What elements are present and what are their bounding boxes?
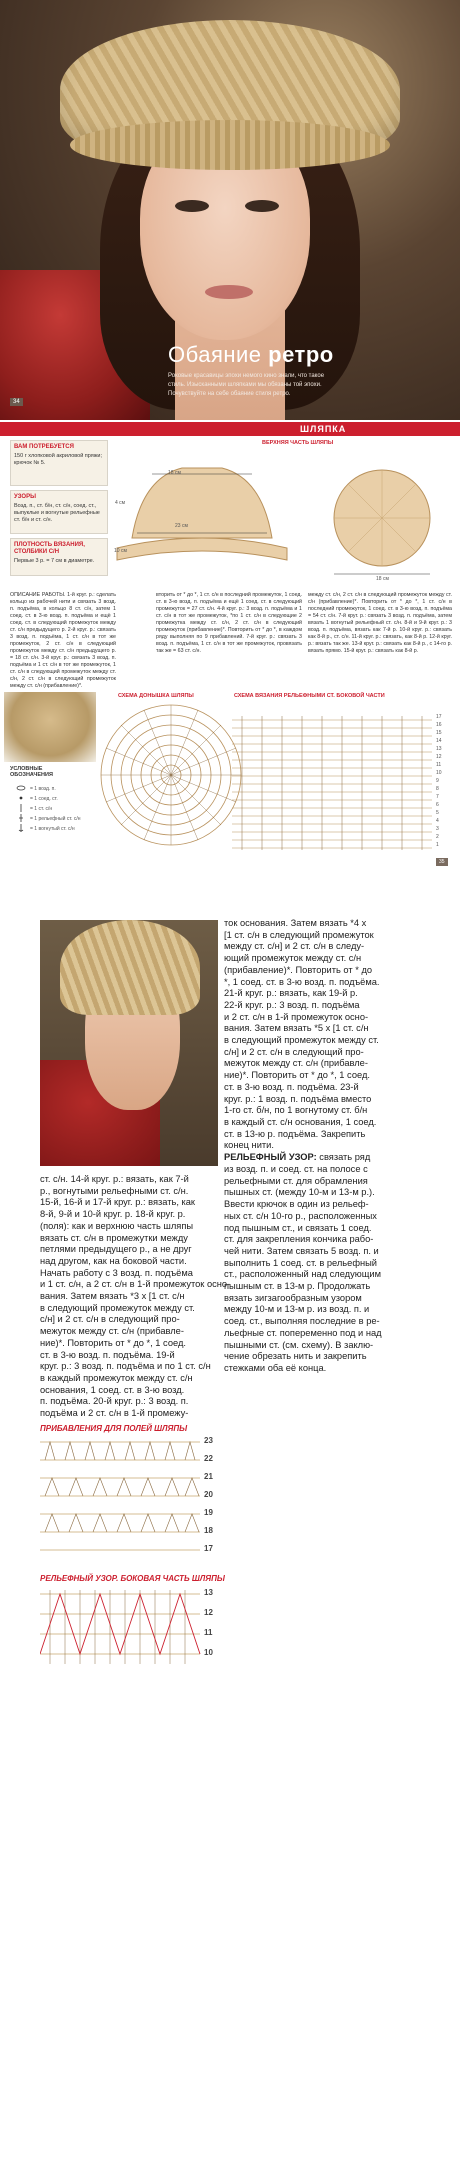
row-number: 23	[204, 1436, 213, 1445]
page-title: Обаяние ретро	[168, 342, 334, 367]
row-number: 11	[204, 1628, 213, 1637]
text-line: в следующий промежуток между ст.	[224, 1035, 379, 1045]
page-subtitle: Роковые красавицы эпохи немого кино знали, что такое стиль. Изысканными шляпками мы обязаны той эпохи. Почувствуйте на себе обаяние стиля ретро.	[168, 373, 325, 397]
row-number: 12	[204, 1608, 213, 1617]
row-number: 13	[204, 1588, 213, 1597]
page-number: 34	[10, 398, 23, 406]
row-number: 5	[436, 810, 439, 816]
text-line: 21-й круг. р.: вязать, как 19-й р.	[224, 988, 358, 999]
text-line: *, 1 соед. ст. в 3-ю возд. п. подъёма.	[224, 976, 380, 987]
row-number: 20	[204, 1490, 213, 1499]
text-line: ние)*. Повторить от * до *, 1 соед.	[40, 1337, 186, 1348]
row-number: 16	[436, 722, 442, 728]
text-line: (поля): как и верхнюю часть шляпы	[40, 1220, 194, 1231]
dim-width-bottom: 23 см	[175, 523, 188, 529]
materials-box	[10, 440, 108, 486]
text-line: (прибавление)*. Повторить от * до	[224, 964, 373, 975]
row-number: 13	[436, 746, 442, 752]
crown-scheme	[96, 700, 246, 850]
text-line: ст., расположенный над следующим	[224, 1269, 381, 1280]
text-line: пышным ст. в 13-м р. Продолжать	[224, 1281, 371, 1291]
text-line: между 10-м и 13-м р. из возд. п. и	[224, 1304, 370, 1315]
text-line: ток основания. Затем вязать *4 х	[224, 918, 367, 928]
text-line: ст. в 3-ю возд. п. подъёма. 23-й	[224, 1081, 359, 1092]
row-number: 19	[204, 1508, 213, 1517]
legend-item-relief: = 1 рельефный ст. с/н	[30, 816, 81, 822]
density-box	[10, 538, 108, 576]
text-line: Ввести крючок в один из рельеф-	[224, 1199, 369, 1210]
row-number: 1	[436, 842, 439, 848]
chart1-title: ПРИБАВЛЕНИЯ ДЛЯ ПОЛЕЙ ШЛЯПЫ	[40, 1424, 188, 1433]
row-number: 17	[204, 1544, 213, 1553]
row-number: 22	[204, 1454, 213, 1463]
legend-symbols	[14, 784, 28, 834]
side-scheme	[232, 712, 438, 852]
section-label: ШЛЯПКА	[300, 424, 347, 434]
hat-brim	[70, 120, 390, 170]
text-line: пышными ст. (см. схему). В заклю-	[224, 1339, 374, 1350]
row-number: 14	[436, 738, 442, 744]
dim-height: 4 см	[115, 500, 126, 506]
text-line: вания. Затем вязать *5 х [1 ст. с/н	[224, 1023, 369, 1034]
legend-item-dc: = 1 ст. с/н	[30, 806, 53, 812]
text-line: круг. р.: 3 возд. п. подъёма и по 1 ст. с/н	[40, 1361, 211, 1372]
text-line: вязать ст. с/н в промежутки между	[40, 1232, 188, 1243]
text-line: ных ст. с/н 10-го р., расположенных	[224, 1210, 377, 1221]
row-number: 3	[436, 826, 439, 832]
instructions-col-2: вторить от * до *, 1 ст. с/н в последний промежуток, 1 соед. ст. в 3-ю возд. п. подъёма и ещё 1 соед. ст. в следующий промежуток = 27 ст. с/н. 4-й круг. р.: 3 возд. п. подъёма и 1 ст. с/н в тот же промежуток, *по 1 ст. с/н в следующие 2 промежутка между ст. с/н, 2 ст. с/н в следующий промежуток (прибавление)*. Повторить от * до *, в каждом ряду выполняя по 9 прибавлений. 7-й круг. р.: связать 3 возд. п. подъёма, 1 ст. с/н в тот же промежуток, провязать так же = 63 ст. с/н.	[156, 592, 302, 654]
text-line: и 1 ст. с/н, а 2 ст. с/н в 1-й промежуток осно-	[40, 1279, 231, 1290]
row-number: 11	[436, 762, 442, 768]
patterns-heading: УЗОРЫ	[14, 494, 36, 500]
hat-diagram	[112, 438, 452, 588]
text-line: чей нити. Затем связать 5 возд. п. и	[224, 1245, 379, 1256]
text-line: между ст. с/н] и 2 ст. с/н в следу-	[224, 941, 365, 952]
text-line: вязать зигзагообразным узором	[224, 1292, 362, 1303]
legend-item-slip: = 1 соед. ст.	[30, 796, 58, 802]
text-line: ст. в 13-ю р. подъёма. Закрепить	[224, 1128, 366, 1139]
text-line: вания. Затем вязать *3 х [1 ст. с/н	[40, 1291, 185, 1301]
materials-heading: ВАМ ПОТРЕБУЕТСЯ	[14, 444, 74, 450]
row-number: 17	[436, 714, 442, 720]
text-line: в каждый промежуток между ст. с/н	[40, 1372, 193, 1383]
text-line: основания, 1 соед. ст. в 3-ю возд.	[40, 1384, 185, 1395]
text-line: стежками оба её конца.	[224, 1362, 327, 1373]
row-number: 8	[436, 786, 439, 792]
patterns-box	[10, 490, 108, 534]
instructions-col-3: между ст. с/н, 2 ст. с/н в следующий промежуток между ст. с/н (прибавление)*. Повторить от * до *, 1 ст. с/н в последний промежуток, 1 соед. ст. в 3-ю возд. п. подъёма = 54 ст. с/н. 7-й круг. р.: связать 3 возд. п. подъёма, затем вязать 1 вогнутый рельефный ст. с/н. 8-й и 9-й круг. р.: 3 возд. п. подъёма, вязать как 7-й р. 10-й круг. р.: связать как 8-й р., ст. с/н. 11-й круг. р.: связать, как 8-й р. 12-й круг. р.: вязать так же. 13-й круг. р.: связать как 8-й р., с 14-го р. вязать прямо. 15-й круг. р.: связать как 8-й р.	[308, 592, 452, 654]
hat-thumbnail	[4, 692, 96, 762]
text-line: ющий промежуток между ст. с/н	[224, 953, 362, 964]
row-number: 21	[204, 1472, 213, 1481]
text-line: выполнить 1 соед. ст. в рельефный	[224, 1257, 377, 1268]
text-line: в каждый ст. с/н основания, 1 соед.	[224, 1116, 377, 1127]
text-line: конец нити.	[224, 1140, 274, 1151]
text-line: с/н] и 2 ст. с/н в следующий про-	[40, 1314, 180, 1325]
text-line: рельефными ст. для обрамления	[224, 1175, 368, 1186]
legend-item-chain: = 1 возд. п.	[30, 786, 56, 792]
text-line: с/н] и 2 ст. с/н в следующий про-	[224, 1046, 364, 1057]
chart2-title: РЕЛЬЕФНЫЙ УЗОР. БОКОВАЯ ЧАСТЬ ШЛЯПЫ	[40, 1574, 225, 1583]
row-number: 18	[204, 1526, 213, 1535]
lips	[205, 285, 253, 299]
page-number-2: 35	[436, 858, 448, 866]
chart2-relief-side	[40, 1586, 202, 1670]
text-line: соед. ст., выполняя последние в ре-	[224, 1316, 380, 1327]
text-line: из возд. п. и соед. ст. на полосе с	[224, 1164, 368, 1174]
row-number: 7	[436, 794, 439, 800]
right-eye	[245, 200, 279, 212]
text-line: ст. для закрепления кончика рабо-	[224, 1234, 374, 1245]
patterns-text: Возд. п., ст. б/н, ст. с/н, соед. ст., выпуклые и вогнутые рельефные ст. б/н и ст. с/н.	[14, 503, 100, 523]
text-line: под пышным ст., и связать 1 соед.	[224, 1222, 372, 1233]
text-line: ст. с/н. 14-й круг. р.: вязать, как 7-й	[40, 1174, 189, 1184]
hat-photo-2	[40, 920, 218, 1166]
dim-brim: 10 см	[114, 548, 127, 554]
legend-item-back: = 1 вогнутый ст. с/н	[30, 826, 75, 832]
text-line: [1 ст. с/н в следующий промежуток	[224, 929, 374, 940]
dim-width-top: 18 см	[168, 470, 181, 476]
text-line: пышных ст. (между 10-м и 13-м р.).	[224, 1187, 375, 1198]
row-number: 6	[436, 802, 439, 808]
text-line: и 2 ст. с/н в 1-й промежуток осно-	[224, 1011, 369, 1022]
row-number: 4	[436, 818, 439, 824]
density-heading: ПЛОТНОСТЬ ВЯЗАНИЯ, СТОЛБИКИ С/Н	[14, 542, 85, 555]
materials-text: 150 г хлопковой акриловой пряжи; крючок № 5.	[14, 453, 103, 466]
text-line: круг. р.: 1 возд. п. подъёма вместо	[224, 1093, 372, 1104]
text-line: подъёма и 2 ст. с/н в 1-й промежу-	[40, 1408, 189, 1418]
dim-crown: 18 см	[376, 576, 389, 582]
legend-title: УСЛОВНЫЕ ОБОЗНАЧЕНИЯ	[10, 766, 53, 778]
text-line: межуток между ст. с/н (прибавле-	[224, 1058, 368, 1069]
text-line: в следующий промежуток между ст.	[40, 1302, 195, 1313]
text-line: петлями предыдущего р., а не друг	[40, 1244, 192, 1255]
diagram-title: ВЕРХНЯЯ ЧАСТЬ ШЛЯПЫ	[262, 440, 334, 446]
left-eye	[175, 200, 209, 212]
row-number: 10	[204, 1648, 213, 1657]
density-text: Первые 3 р. = 7 см в диаметре.	[14, 558, 95, 564]
chart1-brim-increases	[40, 1434, 202, 1562]
row-number: 9	[436, 778, 439, 784]
text-line: 15-й, 16-й и 17-й круг. р.: вязать, как	[40, 1197, 195, 1208]
text-line: р., вогнутыми рельефными ст. с/н.	[40, 1185, 189, 1196]
row-number: 15	[436, 730, 442, 736]
crown-scheme-title: СХЕМА ДОНЫШКА ШЛЯПЫ	[118, 693, 194, 699]
instructions-col-1: ОПИСАНИЕ РАБОТЫ. 1-й круг. р.: сделать кольцо из рабочей нити и связать 3 возд. п. подъёма, в кольцо 8 ст. с/н, затем 1 соед. ст. в 3-ю возд. п. подъёма и ещё 1 соед. ст. в следующий промежуток между ст. с/н предыдущего р. 2-й круг. р.: связать 3 возд. п. подъёма, 1 ст. с/н в тот же промежуток, 2 ст. с/н в следующий промежуток между ст. с/н предыдущего р. = 18 ст. с/н. 3-й круг. р.: связать 3 возд. п. подъёма и 1 ст. с/н в тот же промежуток, 1 ст. с/н в следующий промежуток между ст. с/н, 2 ст. с/н в следующий промежуток между ст. с/н (прибавление)*.	[10, 592, 116, 688]
knitted-hat-2	[60, 920, 200, 1015]
text-line: над другом, как на боковой части.	[40, 1255, 187, 1266]
text-line: межуток между ст. с/н (прибавле-	[40, 1326, 184, 1337]
side-scheme-title: СХЕМА ВЯЗАНИЯ РЕЛЬЕФНЫМИ СТ. БОКОВОЙ ЧАСТИ	[234, 693, 385, 699]
text-line: 22-й круг. р.: 3 возд. п. подъёма	[224, 999, 360, 1010]
row-number: 2	[436, 834, 439, 840]
row-number: 12	[436, 754, 442, 760]
text-line: льефные ст. попеременно под и над	[224, 1327, 382, 1338]
text-line: ние)*. Повторить от * до *, 1 соед.	[224, 1070, 370, 1081]
relief-pattern-heading-line: РЕЛЬЕФНЫЙ УЗОР: связать ряд	[224, 1152, 371, 1162]
section-bar	[0, 422, 460, 436]
text-line: п. подъёма. 20-й круг. р.: 3 возд. п.	[40, 1396, 189, 1407]
text-line: 8-й, 9-й и 10-й круг. р. 18-й круг. р.	[40, 1209, 186, 1220]
text-line: Начать работу с 3 возд. п. подъёма	[40, 1267, 193, 1278]
row-number: 10	[436, 770, 442, 776]
text-line: чение обрезать нить и закрепить	[224, 1351, 367, 1362]
text-line: 1-го ст. б/н, по 1 вогнутому ст. б/н	[224, 1105, 368, 1116]
text-line: ст. в 3-ю возд. п. подъёма. 19-й	[40, 1349, 175, 1360]
